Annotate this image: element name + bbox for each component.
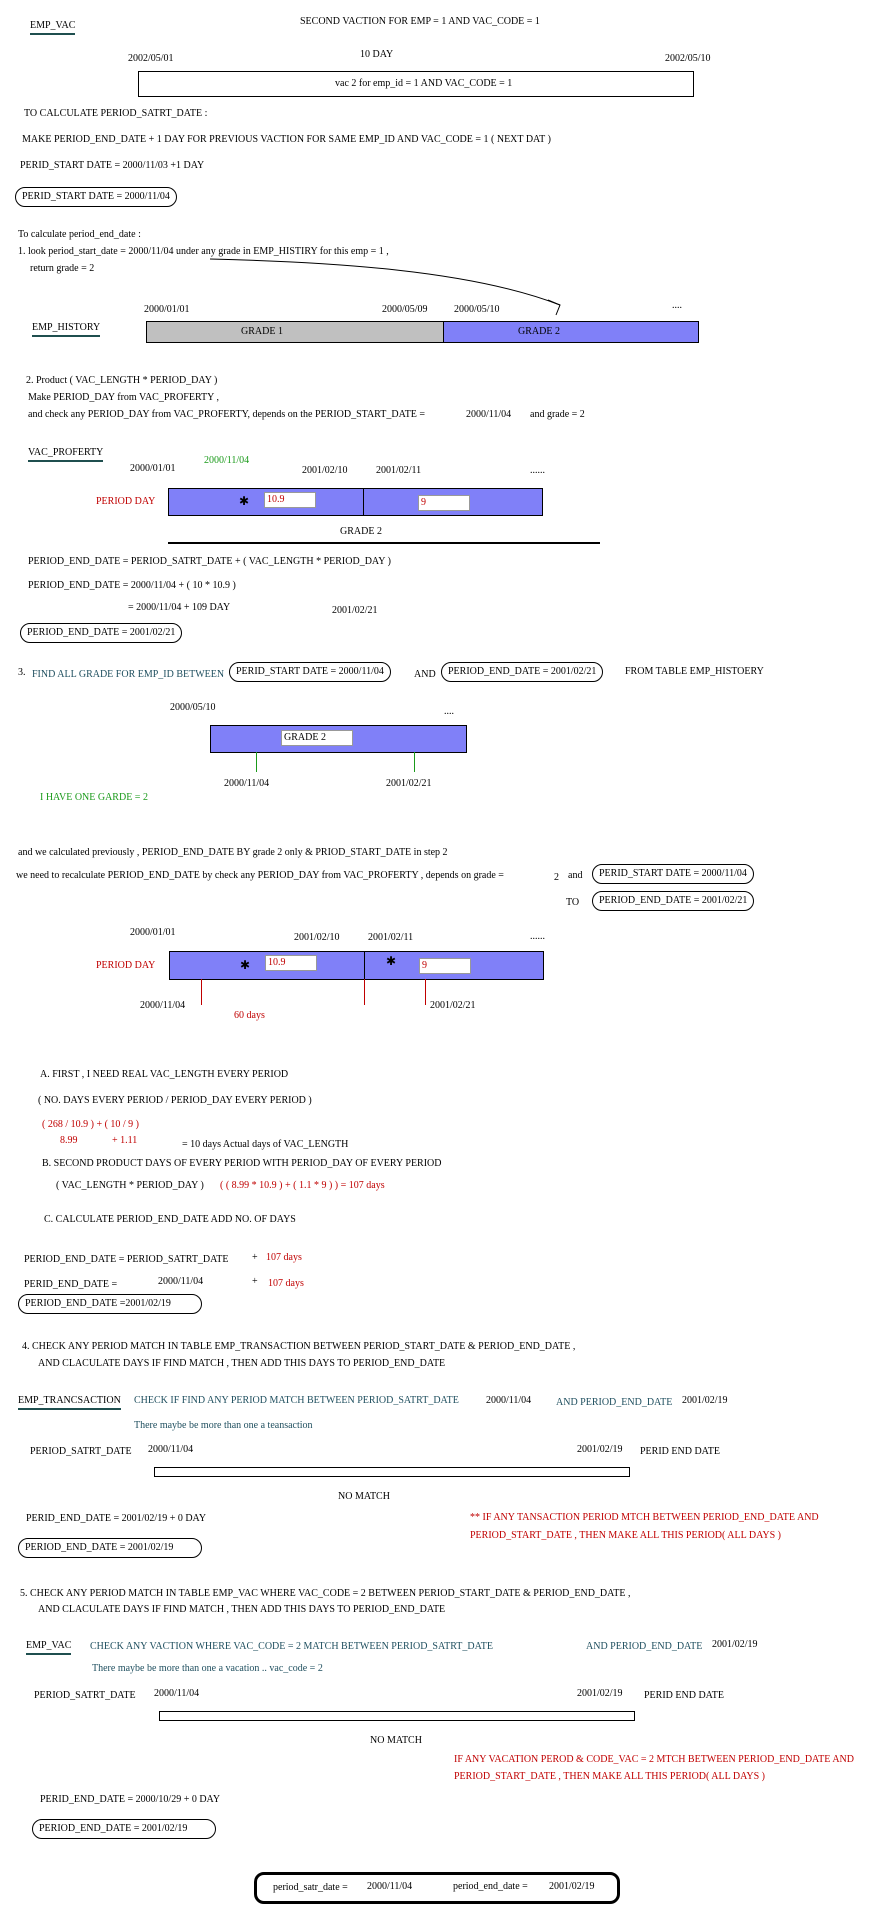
step5-end-lbl: PERID END DATE xyxy=(644,1690,724,1701)
final-start-lbl: period_satr_date = xyxy=(273,1882,348,1893)
prop-divider xyxy=(363,489,364,515)
end-heading: To calculate period_end_date : xyxy=(18,229,141,240)
step4-red2: PERIOD_START_DATE , THEN MAKE ALL THIS PERIOD( ALL DAYS ) xyxy=(470,1530,782,1541)
recalc-pill1: PERID_START DATE = 2000/11/04 xyxy=(592,864,754,884)
prop-d3: 2001/02/11 xyxy=(376,465,422,476)
step3-d3: 2001/02/21 xyxy=(386,778,432,789)
vac-proferty-label: VAC_PROFERTY xyxy=(28,447,103,462)
section-title: SECOND VACTION FOR EMP = 1 AND VAC_CODE = 1 xyxy=(300,16,540,27)
recalc-to: TO xyxy=(566,897,580,908)
c2-m3: 2001/02/21 xyxy=(430,1000,476,1011)
recalc-grade: 2 xyxy=(554,872,559,883)
step-a-red2b: + 1.11 xyxy=(112,1135,138,1146)
dot-marker: ✱ xyxy=(239,494,250,508)
c2-m1: 2000/11/04 xyxy=(140,1000,186,1011)
step2-date: 2000/11/04 xyxy=(466,409,512,420)
step5-period-bar xyxy=(159,1711,635,1721)
step4-table: EMP_TRANCSACTION xyxy=(18,1395,121,1410)
final-end-lbl: period_end_date = xyxy=(453,1881,528,1892)
step2-l2: Make PERIOD_DAY from VAC_PROFERTY , xyxy=(28,392,219,403)
step4-end-lbl: PERID END DATE xyxy=(640,1446,720,1457)
hist-d3: 2000/05/10 xyxy=(454,304,500,315)
step4-check-and: AND PERIOD_END_DATE xyxy=(556,1397,673,1408)
step-b-red: ( ( 8.99 * 10.9 ) + ( 1.1 * 9 ) ) = 107 days xyxy=(220,1180,385,1191)
step5-red1: IF ANY VACATION PEROD & CODE_VAC = 2 MTCH BETWEEN PERIOD_END_DATE AND xyxy=(454,1754,855,1765)
step4-zero: PERID_END_DATE = 2001/02/19 + 0 DAY xyxy=(26,1513,207,1524)
c2-red-line1 xyxy=(201,979,202,1005)
end2-result: PERIOD_END_DATE =2001/02/19 xyxy=(18,1294,202,1314)
step5-zero: PERID_END_DATE = 2000/10/29 + 0 DAY xyxy=(40,1794,221,1805)
step5-maybe: There maybe be more than one a vacation .. vac_code = 2 xyxy=(92,1663,323,1674)
start-heading: TO CALCULATE PERIOD_SATRT_DATE : xyxy=(24,108,208,119)
step3-bar xyxy=(210,725,467,753)
recalc-pill2: PERIOD_END_DATE = 2001/02/21 xyxy=(592,891,754,911)
prop-grade: GRADE 2 xyxy=(340,526,382,537)
step-a-red1: ( 268 / 10.9 ) + ( 10 / 9 ) xyxy=(42,1119,140,1130)
step5-l1: 5. CHECK ANY PERIOD MATCH IN TABLE EMP_VAC WHERE VAC_CODE = 2 BETWEEN PERIOD_START_DATE & PERIOD_END_DATE , xyxy=(20,1588,631,1599)
c2-red-line3 xyxy=(425,979,426,1005)
step4-maybe: There maybe be more than one a teansaction xyxy=(134,1420,313,1431)
step-a-result: = 10 days Actual days of VAC_LENGTH xyxy=(182,1139,349,1150)
step4-check-end: 2001/02/19 xyxy=(682,1395,728,1406)
end2-l2-days: 107 days xyxy=(268,1278,304,1289)
step3-green-line2 xyxy=(414,752,415,772)
final-box xyxy=(254,1872,620,1904)
end2-l2-plus: + xyxy=(252,1276,258,1287)
step4-check: CHECK IF FIND ANY PERIOD MATCH BETWEEN PERIOD_SATRT_DATE xyxy=(134,1395,459,1406)
step4-l1: 4. CHECK ANY PERIOD MATCH IN TABLE EMP_TRANSACTION BETWEEN PERIOD_START_DATE & PERIOD_END_DATE , xyxy=(22,1341,576,1352)
prop-dots: ...... xyxy=(530,465,545,476)
c2-d3: 2001/02/11 xyxy=(368,932,414,943)
prop-v1: 10.9 xyxy=(264,492,316,508)
step2-l1: 2. Product ( VAC_LENGTH * PERIOD_DAY ) xyxy=(26,375,218,386)
step3-text: FIND ALL GRADE FOR EMP_ID BETWEEN xyxy=(32,669,225,680)
step5-check: CHECK ANY VACTION WHERE VAC_CODE = 2 MATCH BETWEEN PERIOD_SATRT_DATE xyxy=(90,1641,493,1652)
end2-l2-date: 2000/11/04 xyxy=(158,1276,204,1287)
c2-d2: 2001/02/10 xyxy=(294,932,340,943)
step4-l2: AND CLACULATE DAYS IF FIND MATCH , THEN ADD THIS DAYS TO PERIOD_END_DATE xyxy=(38,1358,446,1369)
grade-underline xyxy=(168,542,600,544)
c2-red-line2 xyxy=(364,979,365,1005)
end-formula-l3a: = 2000/11/04 + 109 DAY xyxy=(128,602,231,613)
dot-marker-1: ✱ xyxy=(240,958,251,972)
c2-d1: 2000/01/01 xyxy=(130,927,176,938)
step5-start-val: 2000/11/04 xyxy=(154,1688,200,1699)
days-label: 10 DAY xyxy=(360,49,394,60)
date-right: 2002/05/10 xyxy=(665,53,711,64)
step5-red2: PERIOD_START_DATE , THEN MAKE ALL THIS PERIOD( ALL DAYS ) xyxy=(454,1771,766,1782)
c2-m2: 60 days xyxy=(234,1010,265,1021)
vacation-box-text: vac 2 for emp_id = 1 AND VAC_CODE = 1 xyxy=(335,78,513,89)
arrow-curve xyxy=(0,0,879,330)
step2-grade: and grade = 2 xyxy=(530,409,585,420)
c2-v1: 10.9 xyxy=(265,955,317,971)
step4-no-match: NO MATCH xyxy=(338,1491,390,1502)
end-formula-l2: PERIOD_END_DATE = 2000/11/04 + ( 10 * 10.9 ) xyxy=(28,580,236,591)
c2-dots: ...... xyxy=(530,931,545,942)
c2-v2: 9 xyxy=(419,958,471,974)
c2-bar xyxy=(169,951,544,980)
end2-l1: PERIOD_END_DATE = PERIOD_SATRT_DATE xyxy=(24,1254,229,1265)
hist-d1: 2000/01/01 xyxy=(144,304,190,315)
step4-start-val: 2000/11/04 xyxy=(148,1444,194,1455)
hist-dots: .... xyxy=(672,300,682,311)
step3-note: I HAVE ONE GARDE = 2 xyxy=(40,792,148,803)
prop-v2: 9 xyxy=(418,495,470,511)
start-line: PERID_START DATE = 2000/11/03 +1 DAY xyxy=(20,160,205,171)
step4-period-bar xyxy=(154,1467,630,1477)
step3-pill2: PERIOD_END_DATE = 2001/02/21 xyxy=(441,662,603,682)
prop-d2: 2001/02/10 xyxy=(302,465,348,476)
step3-d1: 2000/05/10 xyxy=(170,702,216,713)
step3-and: AND xyxy=(414,669,436,680)
step4-check-date: 2000/11/04 xyxy=(486,1395,532,1406)
step-a: A. FIRST , I NEED REAL VAC_LENGTH EVERY PERIOD xyxy=(40,1069,289,1080)
step1-text: 1. look period_start_date = 2000/11/04 under any grade in EMP_HISTIRY for this emp = 1 , xyxy=(18,246,389,257)
step3-grade: GRADE 2 xyxy=(281,730,353,746)
step3-d2: 2000/11/04 xyxy=(224,778,270,789)
recalc-l1: and we calculated previously , PERIOD_END_DATE BY grade 2 only & PRIOD_START_DATE in step 2 xyxy=(18,847,448,858)
step4-red1: ** IF ANY TANSACTION PERIOD MTCH BETWEEN PERIOD_END_DATE AND xyxy=(470,1512,819,1523)
step5-no-match: NO MATCH xyxy=(370,1735,422,1746)
step4-end-val: 2001/02/19 xyxy=(577,1444,623,1455)
recalc-l2: we need to recalculate PERIOD_END_DATE by check any PERIOD_DAY from VAC_PROFERTY , depends on grade = xyxy=(16,870,504,881)
emp-vac-label: EMP_VAC xyxy=(30,20,75,35)
recalc-and: and xyxy=(568,870,583,881)
step5-check-end: 2001/02/19 xyxy=(712,1639,758,1650)
end-formula-result: PERIOD_END_DATE = 2001/02/21 xyxy=(20,623,182,643)
step3-green-line1 xyxy=(256,752,257,772)
start-rule: MAKE PERIOD_END_DATE + 1 DAY FOR PREVIOUS VACTION FOR SAME EMP_ID AND VAC_CODE = 1 ( NEXT DAT ) xyxy=(22,134,551,145)
step2-l3: and check any PERIOD_DAY from VAC_PROFERTY, depends on the PERIOD_START_DATE = xyxy=(28,409,426,420)
step-c: C. CALCULATE PERIOD_END_DATE ADD NO. OF DAYS xyxy=(44,1214,296,1225)
grade2-bar xyxy=(443,321,699,343)
end-formula-l3b: 2001/02/21 xyxy=(332,605,378,616)
prop-period-day: PERIOD DAY xyxy=(96,496,156,507)
end-formula-l1: PERIOD_END_DATE = PERIOD_SATRT_DATE + ( VAC_LENGTH * PERIOD_DAY ) xyxy=(28,556,391,567)
step5-end-val: 2001/02/19 xyxy=(577,1688,623,1699)
emp-history-label: EMP_HISTORY xyxy=(32,322,100,337)
grade1-label: GRADE 1 xyxy=(241,326,283,337)
start-result: PERID_START DATE = 2000/11/04 xyxy=(15,187,177,207)
prop-d1: 2000/01/01 xyxy=(130,463,176,474)
grade1-bar xyxy=(146,321,445,343)
end2-l2: PERID_END_DATE = xyxy=(24,1279,118,1290)
step5-start-lbl: PERIOD_SATRT_DATE xyxy=(34,1690,136,1701)
step-b: B. SECOND PRODUCT DAYS OF EVERY PERIOD WITH PERIOD_DAY OF EVERY PERIOD xyxy=(42,1158,442,1169)
end2-l1-days: 107 days xyxy=(266,1252,302,1263)
c2-divider xyxy=(364,952,365,979)
grade2-label: GRADE 2 xyxy=(518,326,560,337)
step5-check-and: AND PERIOD_END_DATE xyxy=(586,1641,703,1652)
dot-marker-2: ✱ xyxy=(386,954,397,968)
final-end-val: 2001/02/19 xyxy=(549,1881,595,1892)
step4-start-lbl: PERIOD_SATRT_DATE xyxy=(30,1446,132,1457)
date-left: 2002/05/01 xyxy=(128,53,174,64)
c2-period-day: PERIOD DAY xyxy=(96,960,156,971)
prop-bar xyxy=(168,488,543,516)
step3-pill1: PERID_START DATE = 2000/11/04 xyxy=(229,662,391,682)
step5-l2: AND CLACULATE DAYS IF FIND MATCH , THEN ADD THIS DAYS TO PERIOD_END_DATE xyxy=(38,1604,446,1615)
step5-table: EMP_VAC xyxy=(26,1640,71,1655)
step-b-formula: ( VAC_LENGTH * PERIOD_DAY ) xyxy=(56,1180,204,1191)
final-start-val: 2000/11/04 xyxy=(367,1881,413,1892)
step3-from: FROM TABLE EMP_HISTOERY xyxy=(625,666,764,677)
hist-d2: 2000/05/09 xyxy=(382,304,428,315)
step3-dots: .... xyxy=(444,706,454,717)
step4-result: PERIOD_END_DATE = 2001/02/19 xyxy=(18,1538,202,1558)
step3-num: 3. xyxy=(18,667,26,678)
step-a-red2a: 8.99 xyxy=(60,1135,78,1146)
step-a-formula: ( NO. DAYS EVERY PERIOD / PERIOD_DAY EVERY PERIOD ) xyxy=(38,1095,312,1106)
prop-d-green: 2000/11/04 xyxy=(204,455,250,466)
end2-l1-plus: + xyxy=(252,1252,258,1263)
step5-result: PERIOD_END_DATE = 2001/02/19 xyxy=(32,1819,216,1839)
step1-return: return grade = 2 xyxy=(30,263,95,274)
